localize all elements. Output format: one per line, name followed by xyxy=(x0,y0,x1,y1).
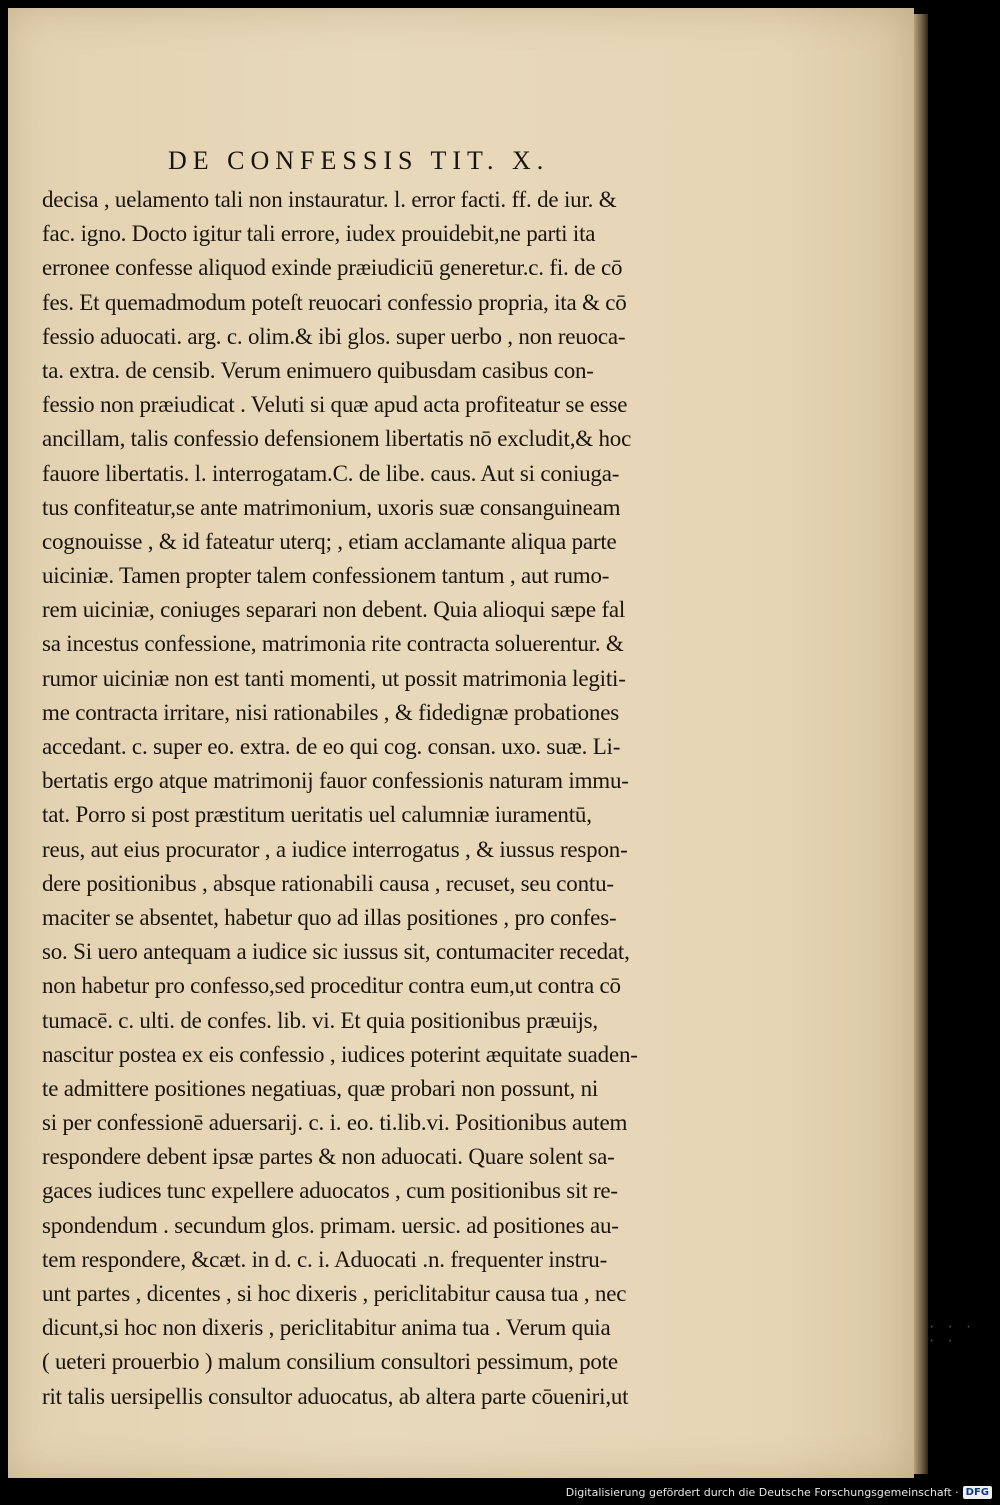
text-line: tumacē. c. ulti. de confes. lib. vi. Et quia positionibus præuijs, xyxy=(42,1007,598,1033)
text-line: si per confessionē aduersarij. c. i. eo. ti.lib.vi. Positionibus autem xyxy=(42,1110,628,1136)
running-head: DE CONFESSIS TIT. X. xyxy=(168,146,550,175)
text-line: spondendum . secundum glos. primam. uersic. ad positiones au- xyxy=(42,1212,619,1238)
text-line: dicunt,si hoc non dixeris , periclitabitur anima tua . Verum quia xyxy=(42,1315,611,1341)
text-line: tem respondere, &cæt. in d. c. i. Aduocati .n. frequenter instru- xyxy=(42,1246,608,1272)
footer xyxy=(566,1483,992,1501)
text-line: uiciniæ. Tamen propter talem confessionem tantum , aut rumo- xyxy=(42,563,610,589)
book-page xyxy=(8,8,914,1478)
text-line: cognouisse , & id fateatur uterq; , etiam acclamante aliqua parte xyxy=(42,528,617,554)
text-line: sa incestus confessione, matrimonia rite contracta soluerentur. & xyxy=(42,631,624,657)
dfg-logo: DFG xyxy=(963,1486,992,1499)
text-line: accedant. c. super eo. extra. de eo qui cog. consan. uxo. suæ. Li- xyxy=(42,734,621,759)
text-line: rumor uiciniæ non est tanti momenti, ut possit matrimonia legiti- xyxy=(42,665,626,691)
text-line: fauore libertatis. l. interrogatam.C. de libe. caus. Aut si coniuga- xyxy=(42,460,620,486)
text-line: dere positionibus , absque rationabili causa , recuset, seu contu- xyxy=(42,870,614,896)
text-line: unt partes , dicentes , si hoc dixeris , periclitabitur causa tua , nec xyxy=(42,1281,627,1306)
text-line: erronee confesse aliquod exinde præiudiciū generetur.c. fi. de cō xyxy=(42,255,623,281)
text-line: tus confiteatur,se ante matrimonium, uxoris suæ consanguineam xyxy=(42,494,621,520)
text-line: decisa , uelamento tali non instauratur. l. error facti. ff. de iur. & xyxy=(42,187,617,212)
edge-dots: · · · · · xyxy=(928,1320,975,1348)
text-line: fessio non præiudicat . Veluti si quæ apud acta profiteatur se esse xyxy=(42,392,628,418)
text-line: ancillam, talis confessio defensionem libertatis nō excludit,& hoc xyxy=(42,426,632,452)
text-line: reus, aut eius procurator , a iudice interrogatus , & iussus respon- xyxy=(42,836,628,862)
text-line: te admittere positiones negatiuas, quæ probari non possunt, ni xyxy=(42,1075,599,1101)
text-line: rit talis uersipellis consultor aduocatus, ab altera parte cōueniri,ut xyxy=(42,1383,629,1409)
text-line: ta. extra. de censib. Verum enimuero quibusdam casibus con- xyxy=(42,357,594,383)
text-line: ( ueteri prouerbio ) malum consilium consultori pessimum, pote xyxy=(42,1349,618,1375)
text-line: bertatis ergo atque matrimonij fauor confessionis naturam immu- xyxy=(42,768,629,794)
text-line: respondere debent ipsæ partes & non aduocati. Quare solent sa- xyxy=(42,1144,615,1170)
page-edge xyxy=(914,14,928,1474)
text-line: rem uiciniæ, coniuges separari non debent. Quia alioqui sæpe fal xyxy=(42,597,626,623)
text-line: me contracta irritare, nisi rationabiles , & fidedignæ probationes xyxy=(42,699,619,725)
text-line: maciter se absentet, habetur quo ad illas positiones , pro confes- xyxy=(42,904,617,930)
text-line: nascitur postea ex eis confessio , iudices poterint æquitate suaden- xyxy=(42,1041,638,1067)
text-line: fac. igno. Docto igitur tali errore, iudex prouidebit,ne parti ita xyxy=(42,221,596,247)
text-line: so. Si uero antequam a iudice sic iussus sit, contumaciter recedat, xyxy=(42,939,630,965)
text-line: fessio aduocati. arg. c. olim.& ibi glos. super uerbo , non reuoca- xyxy=(42,323,626,349)
text-line: non habetur pro confesso,sed proceditur contra eum,ut contra cō xyxy=(42,973,621,999)
text-line: gaces iudices tunc expellere aduocatos , cum positionibus sit re- xyxy=(42,1178,618,1204)
body-text xyxy=(42,183,732,1414)
text-line: fes. Et quemadmodum poteſt reuocari confessio propria, ita & cō xyxy=(42,289,627,315)
text-line: tat. Porro si post præstitum ueritatis uel calumniæ iuramentū, xyxy=(42,802,592,828)
footer-text: Digitalisierung gefördert durch die Deutsche Forschungsgemeinschaft · xyxy=(565,1485,959,1499)
